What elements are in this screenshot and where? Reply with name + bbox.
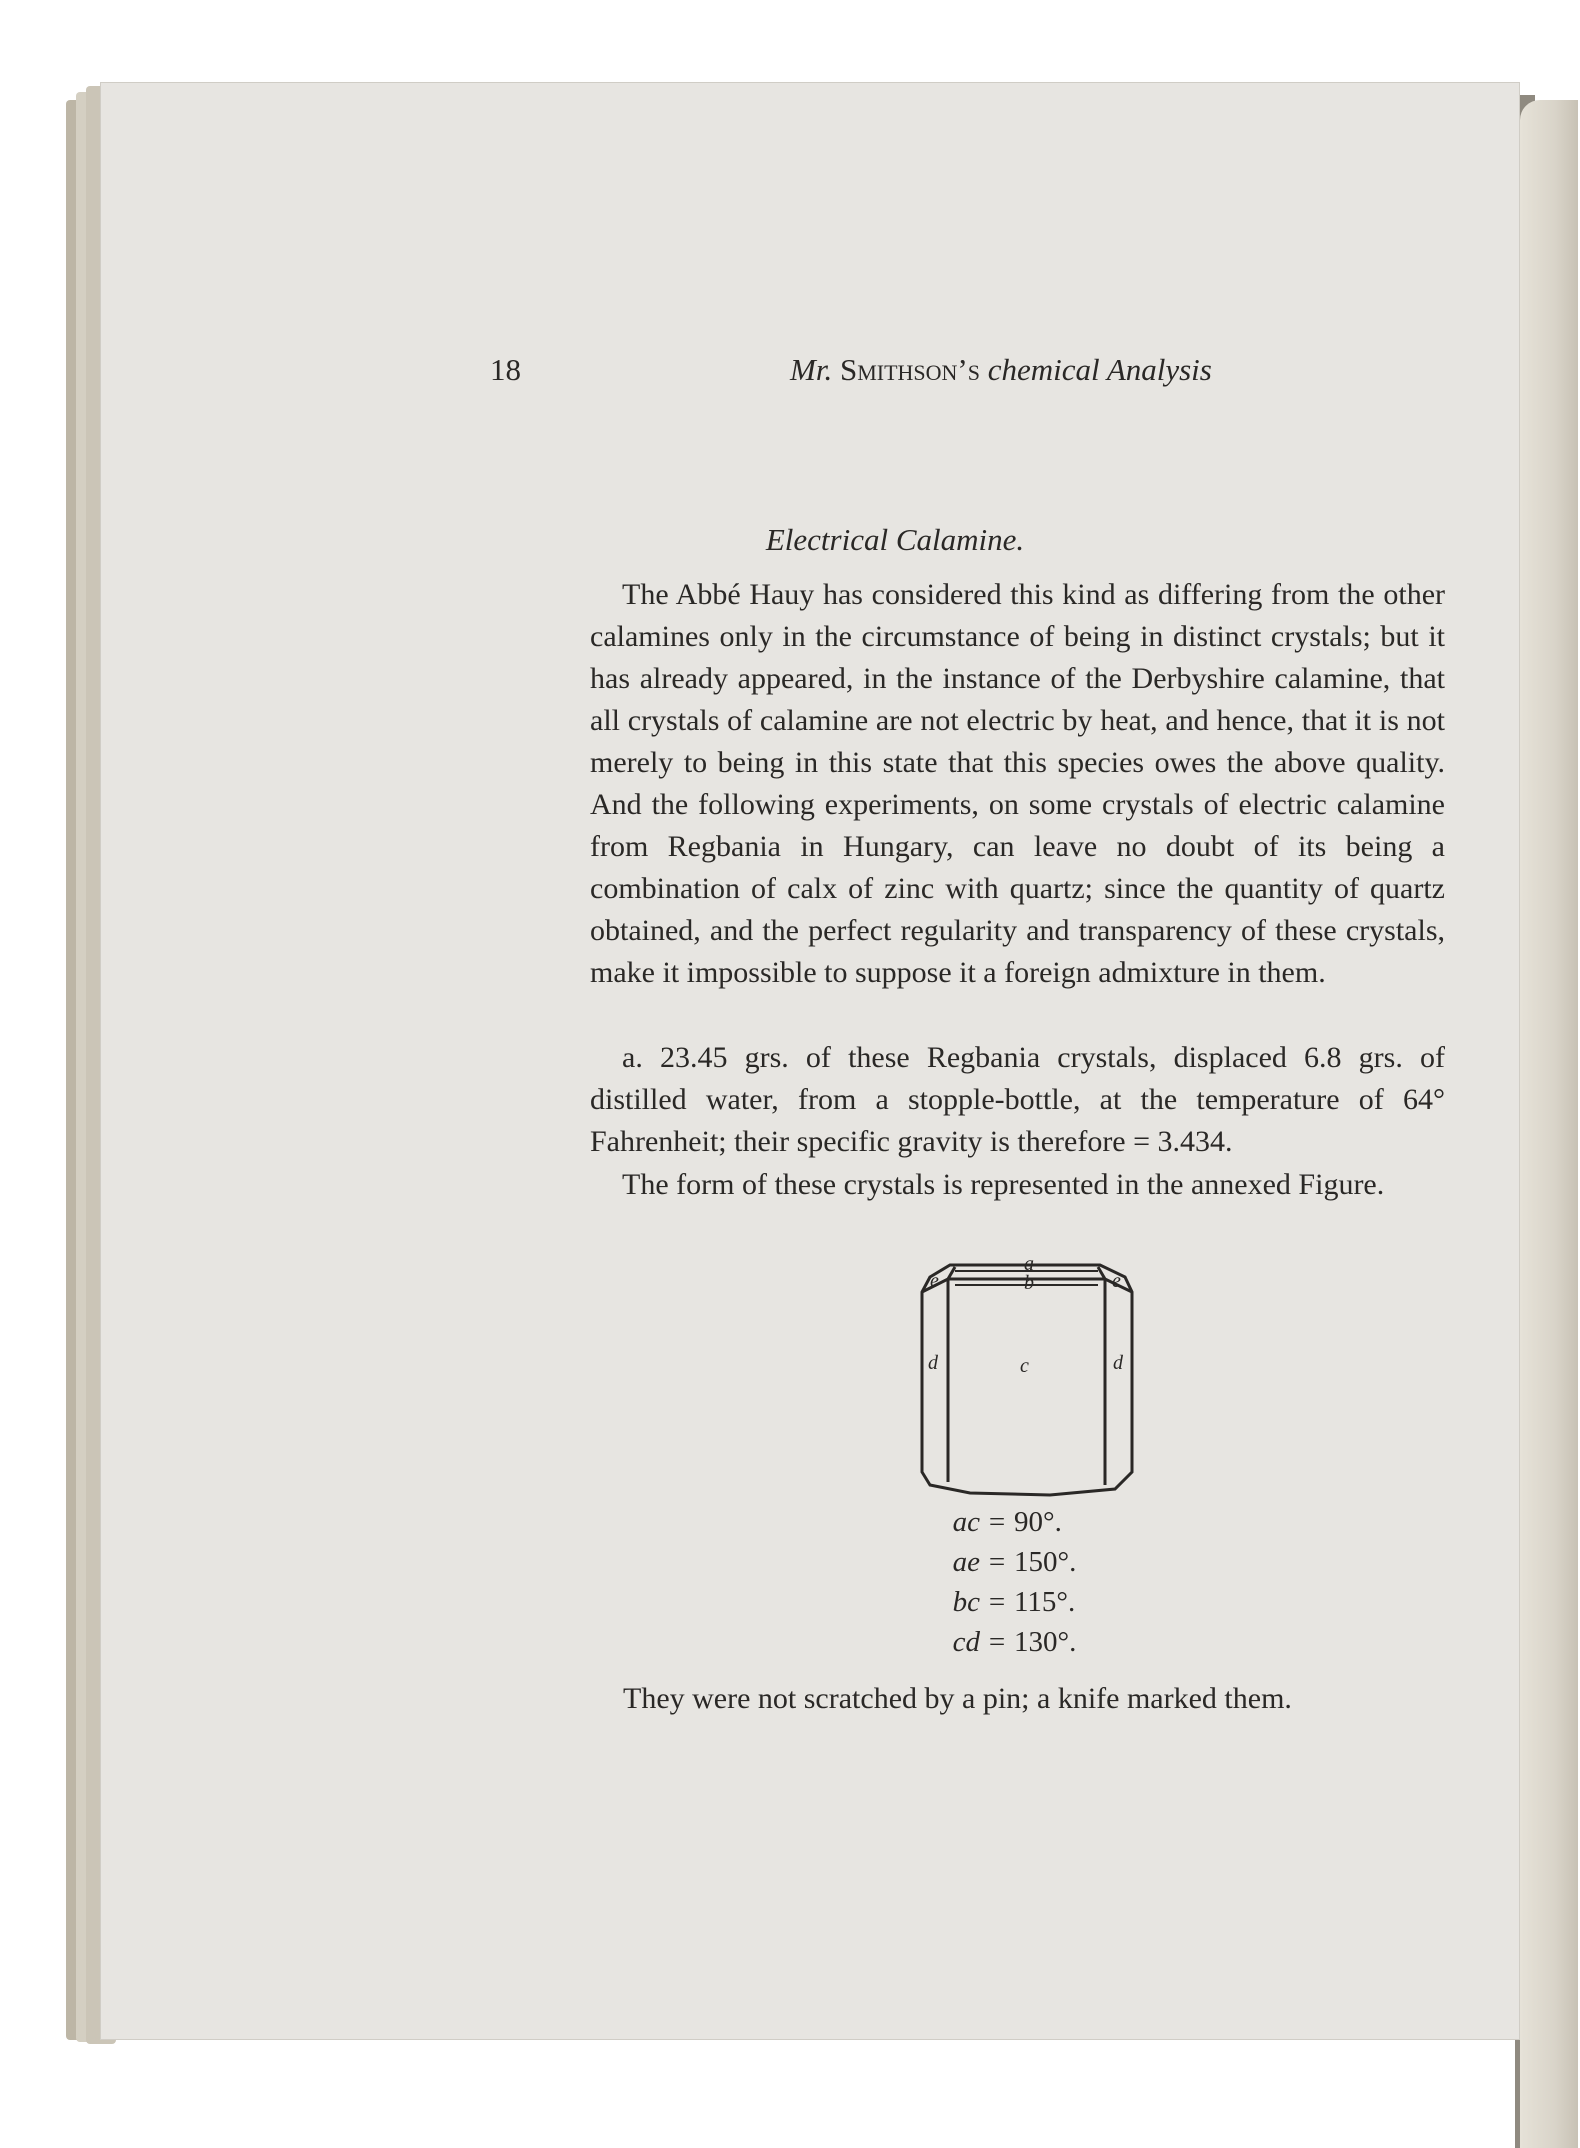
- equals-sign: =: [988, 1626, 1006, 1658]
- angle-faces: bc: [952, 1586, 980, 1618]
- running-title-name: Smithson’s: [839, 352, 980, 387]
- label-d-right: d: [1113, 1352, 1123, 1374]
- angle-row: [910, 1622, 1130, 1662]
- closing-line: They were not scratched by a pin; a knife marked them.: [623, 1682, 1292, 1715]
- label-e-right: e: [1112, 1270, 1121, 1292]
- paragraph-3: [590, 1164, 1445, 1206]
- label-d-left: d: [928, 1352, 938, 1374]
- angle-faces: ac: [952, 1506, 980, 1538]
- angle-value: 115°.: [1014, 1586, 1076, 1618]
- book-page: [100, 82, 1520, 2040]
- label-b: b: [1024, 1272, 1034, 1294]
- paragraph-1: [590, 574, 1445, 994]
- paragraph-2: [590, 1037, 1445, 1163]
- equals-sign: =: [988, 1586, 1006, 1618]
- running-title-rest: chemical Analysis: [979, 352, 1212, 387]
- angle-row: [910, 1582, 1130, 1622]
- angle-row: [910, 1502, 1130, 1542]
- angle-value: 90°.: [1014, 1506, 1062, 1538]
- angle-value: 130°.: [1014, 1626, 1077, 1658]
- angle-faces: ae: [952, 1546, 980, 1578]
- page-number: 18: [490, 352, 521, 387]
- running-title-prefix: Mr.: [790, 352, 840, 387]
- angle-faces: cd: [952, 1626, 980, 1658]
- angle-row: [910, 1542, 1130, 1582]
- section-heading: Electrical Calamine.: [765, 522, 1025, 557]
- equals-sign: =: [988, 1546, 1006, 1578]
- label-a: a: [1024, 1257, 1034, 1275]
- running-title: [790, 352, 1212, 388]
- label-c: c: [1020, 1355, 1029, 1377]
- paragraph-3-text: The form of these crystals is represented in the annexed Figure.: [622, 1168, 1385, 1201]
- crystal-outline: [922, 1265, 1132, 1495]
- crystal-side-edges: [948, 1279, 1105, 1485]
- equals-sign: =: [988, 1506, 1006, 1538]
- angle-table: [910, 1502, 1130, 1662]
- facing-page-edge: [1520, 100, 1578, 2148]
- paragraph-2-text: a. 23.45 grs. of these Regbania crystals, displaced 6.8 grs. of distilled water, from a stopple-bottle, at the temperature of 64° Fahrenheit; their specific gravity is therefore = 3.434.: [590, 1041, 1445, 1158]
- paragraph-1-text: The Abbé Hauy has considered this kind as differing from the other calamines only in the circumstance of being in distinct crystals; but it has already appeared, in the instance of the Derbyshire calamine, that all crystals of calamine are not electric by heat, and hence, that it is not merely to being in this state that this species owes the above quality. And the following experiments, on some crystals of electric calamine from Regbania in Hungary, can leave no doubt of its being a combination of calx of zinc with quartz; since the quantity of quartz obtained, and the perfect regularity and transparency of these crystals, make it impossible to suppose it a foreign admixture in them.: [590, 578, 1445, 989]
- label-e-left: e: [930, 1270, 939, 1292]
- crystal-figure: [900, 1257, 1160, 1502]
- angle-value: 150°.: [1014, 1546, 1077, 1578]
